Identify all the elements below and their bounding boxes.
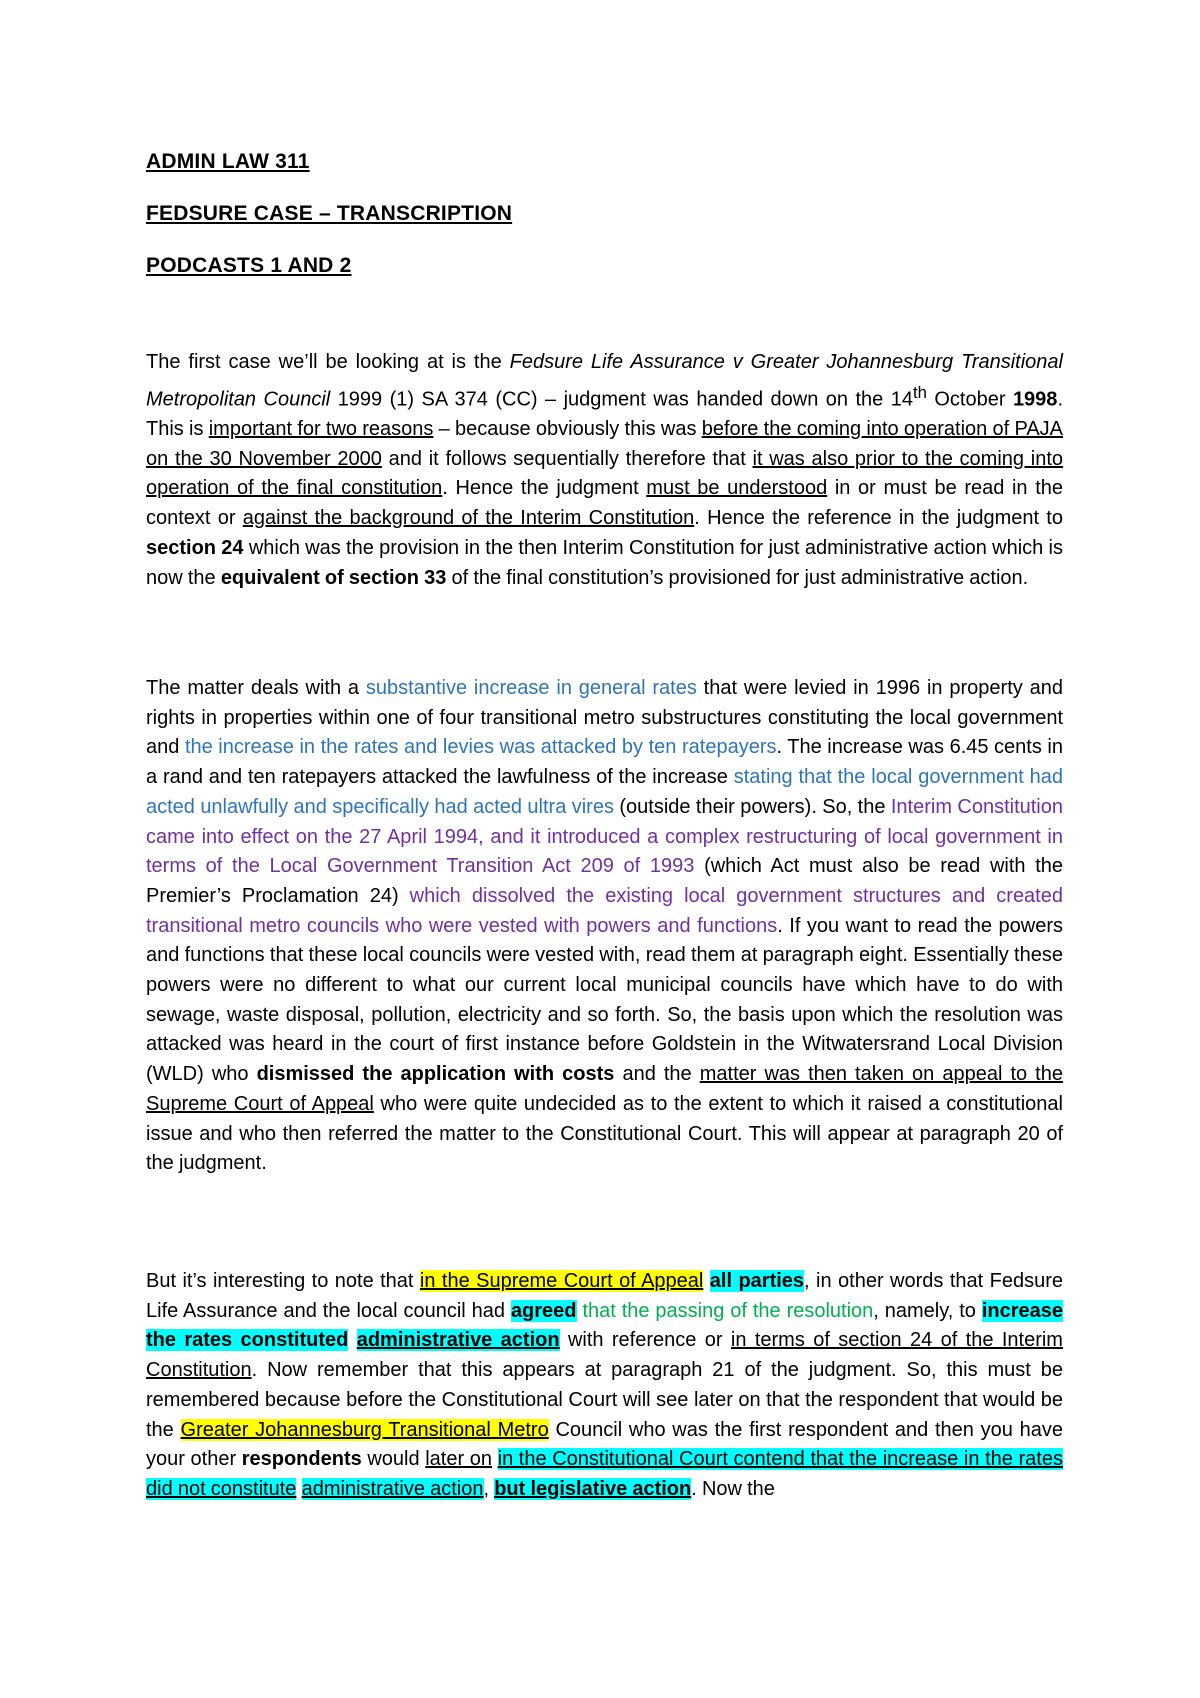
text-run: Greater Johannesburg Transitional Metro xyxy=(180,1418,549,1441)
text-run: before the coming into operation of PAJA on the 30 November 2000 xyxy=(146,418,1063,470)
text-run: against the background of the Interim Constitution xyxy=(242,507,695,530)
podcasts-heading: PODCASTS 1 AND 2 xyxy=(146,254,352,277)
text-run: dismissed the application with costs xyxy=(256,1063,615,1086)
text-run: who were quite undecided as to the extent to which it raised a constitutional issue and who then referred the matter to the Constitutional Court. This will appear at paragraph 20 of the judgment. xyxy=(146,1092,1063,1175)
text-run: But it’s interesting to note that xyxy=(146,1270,420,1292)
text-run: . Hence the judgment xyxy=(442,477,647,500)
text-run: important for two reasons xyxy=(208,418,434,441)
text-run: which was the provision in the then Interim Constitution for just administrative action which is now the xyxy=(146,536,1063,589)
text-run xyxy=(348,1329,356,1351)
text-run: the increase in the rates and levies was attacked by ten ratepayers xyxy=(184,736,777,759)
text-run: in the Constitutional Court contend that the increase in the rates did not constitute xyxy=(146,1448,1063,1500)
text-run: 1999 (1) SA 374 (CC) – judgment was handed down on the 14 xyxy=(330,388,913,411)
text-run: stating that the local government had acted unlawfully and specifically had acted ultra vires xyxy=(146,766,1064,818)
case-heading: FEDSURE CASE – TRANSCRIPTION xyxy=(146,202,513,225)
paragraph-1 xyxy=(146,348,1063,593)
text-run: in terms of section 24 of the Interim Constitution xyxy=(146,1329,1063,1382)
text-run: (which Act must also be read with the Premier’s Proclamation 24) xyxy=(146,855,1064,907)
text-run: all parties xyxy=(709,1270,805,1292)
text-run: Interim Constitution came into effect on the 27 April 1994, and it introduced a complex restructuring of local government in terms of the Local Government Transition Act 209 of 1993 xyxy=(146,795,1064,878)
text-run: substantive increase in general rates xyxy=(365,677,697,699)
text-run: , namely, to xyxy=(873,1299,982,1322)
text-run: The first case we’ll be looking at is the xyxy=(146,351,510,373)
text-run: administrative action xyxy=(301,1477,484,1500)
text-run: administrative action xyxy=(356,1329,560,1352)
text-run: would xyxy=(361,1448,426,1471)
text-run: – because obviously this was xyxy=(433,418,702,441)
text-run: . If you want to read the powers and functions that these local councils were vested with, read them at paragraph eight. Essentially these powers were no different to what our current local municipal councils have which have to do with sewage, waste disposal, pollution, electricity and so forth. So, the basis upon which the resolution was attacked was heard in the court of first instance before Goldstein in the Witwatersrand Local Division (WLD) who xyxy=(146,914,1063,1086)
text-run: October xyxy=(926,388,1013,411)
text-run: . This is xyxy=(146,388,1063,441)
text-run: increase the rates constituted xyxy=(146,1299,1063,1352)
paragraph-2 xyxy=(146,674,1063,1179)
text-run: it was also prior to the coming into operation of the final constitution xyxy=(146,447,1063,500)
text-run: Council who was the first respondent and then you have your other xyxy=(146,1418,1063,1471)
text-run: Fedsure Life Assurance v Greater Johannesburg Transitional Metropolitan Council xyxy=(146,351,1063,411)
text-run: with reference or xyxy=(559,1329,731,1352)
text-run: (outside their powers). So, the xyxy=(613,795,891,818)
text-run: later on xyxy=(425,1448,492,1471)
text-run: , in other words that Fedsure Life Assurance and the local council had xyxy=(146,1270,1063,1322)
text-run: in or must be read in the context or xyxy=(146,477,1063,530)
text-run: agreed xyxy=(510,1299,577,1322)
text-run: but legislative action xyxy=(494,1477,692,1500)
text-run: th xyxy=(912,382,927,402)
course-heading: ADMIN LAW 311 xyxy=(146,150,310,173)
text-run: 1998 xyxy=(1012,388,1058,411)
text-run: matter was then taken on appeal to the Supreme Court of Appeal xyxy=(146,1063,1063,1115)
text-run: The matter deals with a xyxy=(146,677,366,699)
text-run: . Now the xyxy=(691,1477,775,1500)
text-run: equivalent of section 33 xyxy=(220,566,447,589)
text-run: and it follows sequentially therefore that xyxy=(381,447,753,470)
text-run: and the xyxy=(614,1063,700,1086)
text-run: . Hence the reference in the judgment to xyxy=(694,507,1063,530)
text-run xyxy=(296,1478,301,1500)
text-run: . The increase was 6.45 cents in a rand and ten ratepayers attacked the lawfulness of the increase xyxy=(146,736,1063,789)
text-run xyxy=(492,1448,498,1470)
text-run: that the passing of the resolution xyxy=(582,1299,874,1322)
text-run: respondents xyxy=(241,1448,362,1471)
text-run: in the Supreme Court of Appeal xyxy=(419,1270,704,1292)
text-run xyxy=(703,1270,709,1292)
text-run: of the final constitution’s provisioned for just administrative action. xyxy=(446,566,1029,589)
text-run: must be understood xyxy=(646,477,828,500)
text-run: which dissolved the existing local government structures and created transitional metro councils who were vested with powers and functions xyxy=(146,884,1063,937)
text-run: , xyxy=(483,1477,495,1500)
paragraph-3 xyxy=(146,1267,1063,1505)
text-run: . Now remember that this appears at paragraph 21 of the judgment. So, this must be remembered because before the Constitutional Court will see later on that the respondent that would be the xyxy=(146,1359,1063,1441)
text-run: section 24 xyxy=(146,536,244,559)
text-run: that were levied in 1996 in property and rights in properties within one of four transitional metro substructures constituting the local government and xyxy=(146,677,1063,759)
